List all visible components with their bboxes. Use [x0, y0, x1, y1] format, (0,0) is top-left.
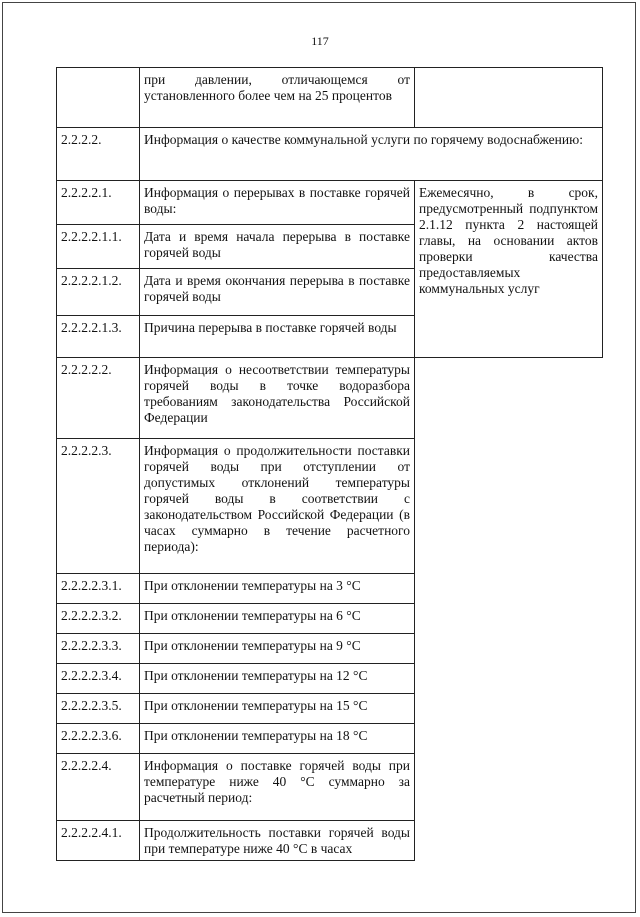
row-number: 2.2.2.2.3. — [57, 439, 140, 574]
table-row — [57, 724, 603, 754]
table-row — [57, 664, 603, 694]
row-text: При отклонении температуры на 6 °С — [140, 604, 415, 634]
row-text: Продолжительность поставки горячей воды при температуре ниже 40 °С в часах — [140, 821, 415, 861]
row-text: При отклонении температуры на 9 °С — [140, 634, 415, 664]
row-text: При отклонении температуры на 15 °С — [140, 694, 415, 724]
table-row — [57, 754, 603, 821]
row-number: 2.2.2.2.4.1. — [57, 821, 140, 861]
row-text: Информация о качестве коммунальной услуги по горячему водоснабжению: — [140, 128, 603, 181]
table-row — [57, 574, 603, 604]
row-number: 2.2.2.2.3.3. — [57, 634, 140, 664]
table-row — [57, 821, 603, 861]
row-number: 2.2.2.2.1.2. — [57, 269, 140, 316]
row-number: 2.2.2.2.3.2. — [57, 604, 140, 634]
row-text: Информация о продолжительности поставки горячей воды при отступлении от допустимых отклонений температуры горячей воды в соответствии с законодательством Российской Федерации (в часах суммарно в течение расчетного периода): — [140, 439, 415, 574]
row-number: 2.2.2.2.1.1. — [57, 225, 140, 269]
table-row — [57, 439, 603, 574]
table-row — [57, 128, 603, 181]
row-number: 2.2.2.2.2. — [57, 358, 140, 439]
row-text: Информация о перерывах в поставке горячей воды: — [140, 181, 415, 225]
row-text: Информация о поставке горячей воды при температуре ниже 40 °С суммарно за расчетный период: — [140, 754, 415, 821]
table-row — [57, 68, 603, 128]
row-number: 2.2.2.2.3.6. — [57, 724, 140, 754]
table-row — [57, 694, 603, 724]
row-number: 2.2.2.2.1. — [57, 181, 140, 225]
page-number: 117 — [311, 34, 329, 48]
row-text: При отклонении температуры на 18 °С — [140, 724, 415, 754]
row-text: при давлении, отличающемся от установленного более чем на 25 процентов — [140, 68, 415, 128]
table-row — [57, 604, 603, 634]
row-number: 2.2.2.2.3.1. — [57, 574, 140, 604]
row-text: При отклонении температуры на 12 °С — [140, 664, 415, 694]
document-table — [56, 67, 603, 861]
table-row — [57, 358, 603, 439]
row-number: 2.2.2.2.3.5. — [57, 694, 140, 724]
row-text: При отклонении температуры на 3 °С — [140, 574, 415, 604]
table-row — [57, 634, 603, 664]
row-number: 2.2.2.2.1.3. — [57, 316, 140, 358]
row-number: 2.2.2.2. — [57, 128, 140, 181]
side-note: Ежемесячно, в срок, предусмотренный подпунктом 2.1.12 пункта 2 настоящей главы, на основании актов проверки качества предоставляемых коммунальных услуг — [415, 181, 603, 358]
row-text: Дата и время окончания перерыва в поставке горячей воды — [140, 269, 415, 316]
row-text: Информация о несоответствии температуры горячей воды в точке водоразбора требованиям законодательства Российской Федерации — [140, 358, 415, 439]
table-row — [57, 181, 603, 225]
row-text: Причина перерыва в поставке горячей воды — [140, 316, 415, 358]
empty-cell — [415, 68, 603, 128]
row-text: Дата и время начала перерыва в поставке горячей воды — [140, 225, 415, 269]
row-number: 2.2.2.2.4. — [57, 754, 140, 821]
row-number — [57, 68, 140, 128]
row-number: 2.2.2.2.3.4. — [57, 664, 140, 694]
